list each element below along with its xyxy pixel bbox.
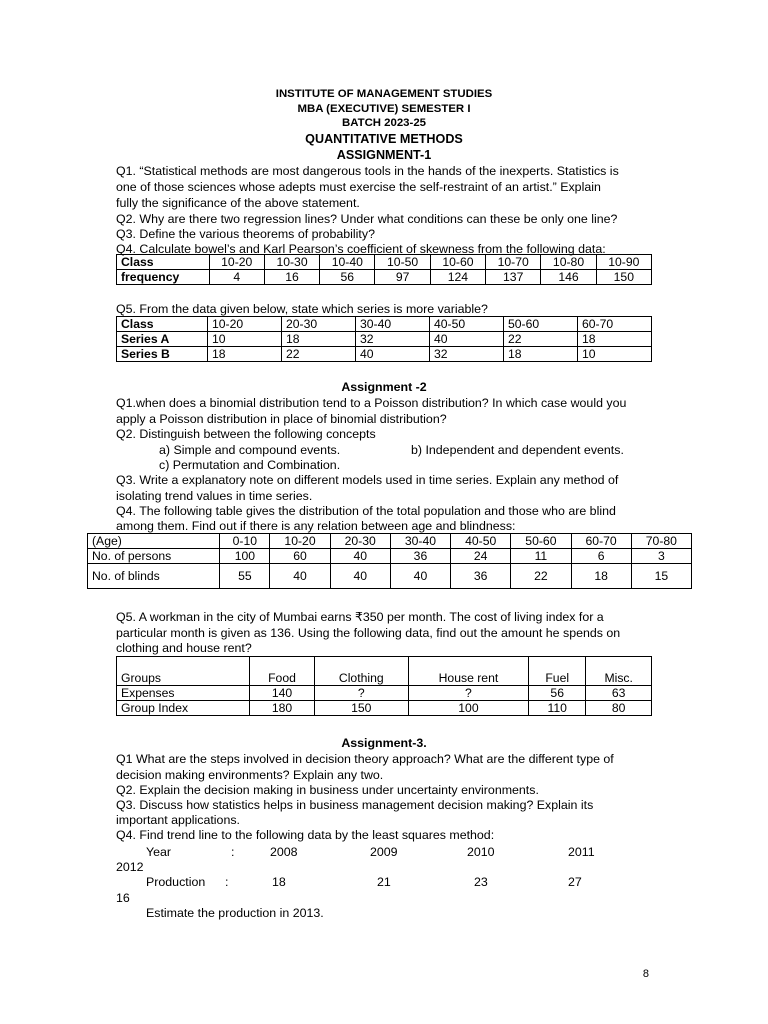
- table-cell: 40: [430, 332, 504, 347]
- a1-q1-line2: one of those sciences whose adepts must exercise the self-restraint of an artist.” Explain: [116, 180, 601, 194]
- assignment-1-title: ASSIGNMENT-1: [336, 147, 432, 162]
- table-cell: Class: [117, 317, 208, 332]
- table-cell: 10-40: [320, 255, 375, 270]
- a2-q1-line2: apply a Poisson distribution in place of binomial distribution?: [116, 412, 447, 426]
- page-number: 8: [642, 968, 649, 980]
- a2-q2-b: b) Independent and dependent events.: [411, 443, 624, 457]
- table-cell: 124: [430, 270, 485, 285]
- production-value: 18: [272, 875, 286, 889]
- table-cell: 10-70: [486, 255, 541, 270]
- table-cell: No. of persons: [88, 549, 220, 564]
- table-cell: 100: [220, 549, 270, 564]
- table-cell: 22: [511, 564, 571, 589]
- production-value: 27: [568, 875, 582, 889]
- a1-q4: Q4. Calculate bowel’s and Karl Pearson’s coefficient of skewness from the following data:: [116, 242, 606, 256]
- table-cell: Misc.: [586, 657, 652, 686]
- table-cell: 15: [631, 564, 691, 589]
- a2-q3-line1: Q3. Write a explanatory note on different models used in time series. Explain any method of: [116, 473, 619, 487]
- table-cell: 140: [250, 686, 314, 701]
- table-cell: 4: [209, 270, 264, 285]
- table-cell: 10-20: [270, 534, 330, 549]
- table-cell: 100: [408, 701, 528, 716]
- a1-q1-line3: fully the significance of the above statement.: [116, 196, 360, 210]
- table-cell: 10-20: [209, 255, 264, 270]
- a2-q2-c: c) Permutation and Combination.: [159, 458, 341, 472]
- document-header: [0, 87, 768, 163]
- table-cell: 60: [270, 549, 330, 564]
- table-row: [117, 270, 652, 285]
- a3-q1-line1: Q1 What are the steps involved in decision theory approach? What are the different type of: [116, 752, 614, 766]
- table-cell: 60-70: [571, 534, 631, 549]
- table-cell: 60-70: [578, 317, 652, 332]
- table-cell: 3: [631, 549, 691, 564]
- table-cell: 10-80: [541, 255, 596, 270]
- a3-q2: Q2. Explain the decision making in business under uncertainty environments.: [116, 783, 539, 797]
- table-cell: 80: [586, 701, 652, 716]
- table-cell: House rent: [408, 657, 528, 686]
- table-cell: 10: [578, 347, 652, 362]
- a3-q3-line2: important applications.: [116, 813, 240, 827]
- table-cell: ?: [314, 686, 408, 701]
- a1-q3: Q3. Define the various theorems of probability?: [116, 227, 375, 241]
- table-cell: 40: [270, 564, 330, 589]
- table-cell: 6: [571, 549, 631, 564]
- table-cell: 18: [282, 332, 356, 347]
- table-cell: Fuel: [529, 657, 586, 686]
- year-value: 2009: [370, 845, 398, 859]
- production-value-wrapped: 16: [116, 891, 130, 905]
- table-cell: 56: [529, 686, 586, 701]
- table-cell: Group Index: [117, 701, 250, 716]
- table-cell: 40: [330, 549, 390, 564]
- table-cell: 20-30: [282, 317, 356, 332]
- table-cell: 180: [250, 701, 314, 716]
- assignment-2-title: Assignment -2: [341, 380, 427, 394]
- table-cell: 10: [208, 332, 282, 347]
- table-cell: 11: [511, 549, 571, 564]
- table-cell: 32: [356, 332, 430, 347]
- table-cell: 40-50: [451, 534, 511, 549]
- year-value: 2011: [568, 845, 595, 859]
- table-cell: 40: [356, 347, 430, 362]
- table-cell: No. of blinds: [88, 564, 220, 589]
- a2-q2-a: a) Simple and compound events.: [159, 443, 341, 457]
- table-cell: 97: [375, 270, 430, 285]
- table-cell: 22: [504, 332, 578, 347]
- table-row: [117, 332, 652, 347]
- table-cell: 150: [314, 701, 408, 716]
- table-row: [88, 534, 692, 549]
- table-cell: 56: [320, 270, 375, 285]
- production-label: Production: [146, 875, 206, 889]
- year-value: 2008: [270, 845, 298, 859]
- table-cell: 63: [586, 686, 652, 701]
- program-name: MBA (EXECUTIVE) SEMESTER I: [297, 102, 471, 115]
- table-cell: 10-90: [596, 255, 651, 270]
- variability-table: [116, 316, 652, 362]
- table-cell: 30-40: [390, 534, 450, 549]
- table-row: [88, 549, 692, 564]
- table-row: [117, 701, 652, 716]
- table-cell: 40: [390, 564, 450, 589]
- table-cell: 50-60: [504, 317, 578, 332]
- a1-q2: Q2. Why are there two regression lines? Under what conditions can these be only one line?: [116, 212, 618, 226]
- table-cell: Class: [117, 255, 210, 270]
- table-cell: 0-10: [220, 534, 270, 549]
- living-index-table: [116, 656, 652, 716]
- table-cell: Series B: [117, 347, 208, 362]
- year-value-wrapped: 2012: [116, 860, 144, 874]
- table-cell: (Age): [88, 534, 220, 549]
- table-cell: 137: [486, 270, 541, 285]
- production-value: 23: [474, 875, 488, 889]
- a3-q1-line2: decision making environments? Explain any two.: [116, 768, 384, 782]
- table-cell: frequency: [117, 270, 210, 285]
- a2-q3-line2: isolating trend values in time series.: [116, 489, 313, 503]
- table-cell: 10-50: [375, 255, 430, 270]
- table-cell: 40: [330, 564, 390, 589]
- batch: BATCH 2023-25: [342, 117, 426, 129]
- year-value: 2010: [467, 845, 495, 859]
- table-cell: 40-50: [430, 317, 504, 332]
- table-row: [117, 657, 652, 686]
- assignment-3-title: Assignment-3.: [341, 736, 427, 750]
- a2-q5-line3: clothing and house rent?: [116, 641, 252, 655]
- a3-q3-line1: Q3. Discuss how statistics helps in business management decision making? Explain its: [116, 798, 594, 812]
- table-cell: Series A: [117, 332, 208, 347]
- table-cell: 24: [451, 549, 511, 564]
- table-row: [117, 686, 652, 701]
- a2-q4-line1: Q4. The following table gives the distribution of the total population and those who are blind: [116, 504, 616, 518]
- table-cell: 16: [264, 270, 319, 285]
- blindness-table: [87, 533, 692, 589]
- table-row: [117, 255, 652, 270]
- table-cell: 150: [596, 270, 651, 285]
- table-row: [88, 564, 692, 589]
- table-cell: Food: [250, 657, 314, 686]
- table-cell: Groups: [117, 657, 250, 686]
- table-cell: 18: [578, 332, 652, 347]
- table-cell: 10-60: [430, 255, 485, 270]
- table-cell: 20-30: [330, 534, 390, 549]
- table-cell: 36: [451, 564, 511, 589]
- table-cell: 10-20: [208, 317, 282, 332]
- a2-q1-line1: Q1.when does a binomial distribution tend to a Poisson distribution? In which case would you: [116, 396, 627, 410]
- table-cell: 18: [504, 347, 578, 362]
- table-cell: 110: [529, 701, 586, 716]
- institute-name: INSTITUTE OF MANAGEMENT STUDIES: [275, 88, 493, 100]
- table-row: [117, 347, 652, 362]
- a2-q5-line2: particular month is given as 136. Using the following data, find out the amount he spends on: [116, 626, 621, 640]
- table-cell: Expenses: [117, 686, 250, 701]
- table-cell: Clothing: [314, 657, 408, 686]
- skewness-table: [116, 254, 652, 285]
- table-cell: 22: [282, 347, 356, 362]
- a2-q5-line1: Q5. A workman in the city of Mumbai earns ₹350 per month. The cost of living index for a: [116, 610, 604, 624]
- a3-estimate: Estimate the production in 2013.: [146, 906, 324, 920]
- table-cell: 18: [571, 564, 631, 589]
- a2-q4-line2: among them. Find out if there is any relation between age and blindness:: [116, 519, 516, 533]
- a2-q2: Q2. Distinguish between the following concepts: [116, 427, 376, 441]
- table-row: [117, 317, 652, 332]
- table-cell: 36: [390, 549, 450, 564]
- production-value: 21: [377, 875, 391, 889]
- table-cell: 70-80: [631, 534, 691, 549]
- table-cell: 50-60: [511, 534, 571, 549]
- a1-q5: Q5. From the data given below, state which series is more variable?: [116, 302, 488, 316]
- table-cell: 10-30: [264, 255, 319, 270]
- table-cell: 18: [208, 347, 282, 362]
- table-cell: 55: [220, 564, 270, 589]
- a3-q4: Q4. Find trend line to the following data by the least squares method:: [116, 828, 495, 842]
- table-cell: 30-40: [356, 317, 430, 332]
- subject-title: QUANTITATIVE METHODS: [305, 131, 463, 146]
- year-label: Year: [146, 845, 172, 859]
- production-colon: :: [225, 875, 229, 889]
- table-cell: 32: [430, 347, 504, 362]
- table-cell: 146: [541, 270, 596, 285]
- table-cell: ?: [408, 686, 528, 701]
- a1-q1-line1: Q1. “Statistical methods are most dangerous tools in the hands of the inexperts. Statistics is: [116, 164, 619, 178]
- year-colon: :: [231, 845, 235, 859]
